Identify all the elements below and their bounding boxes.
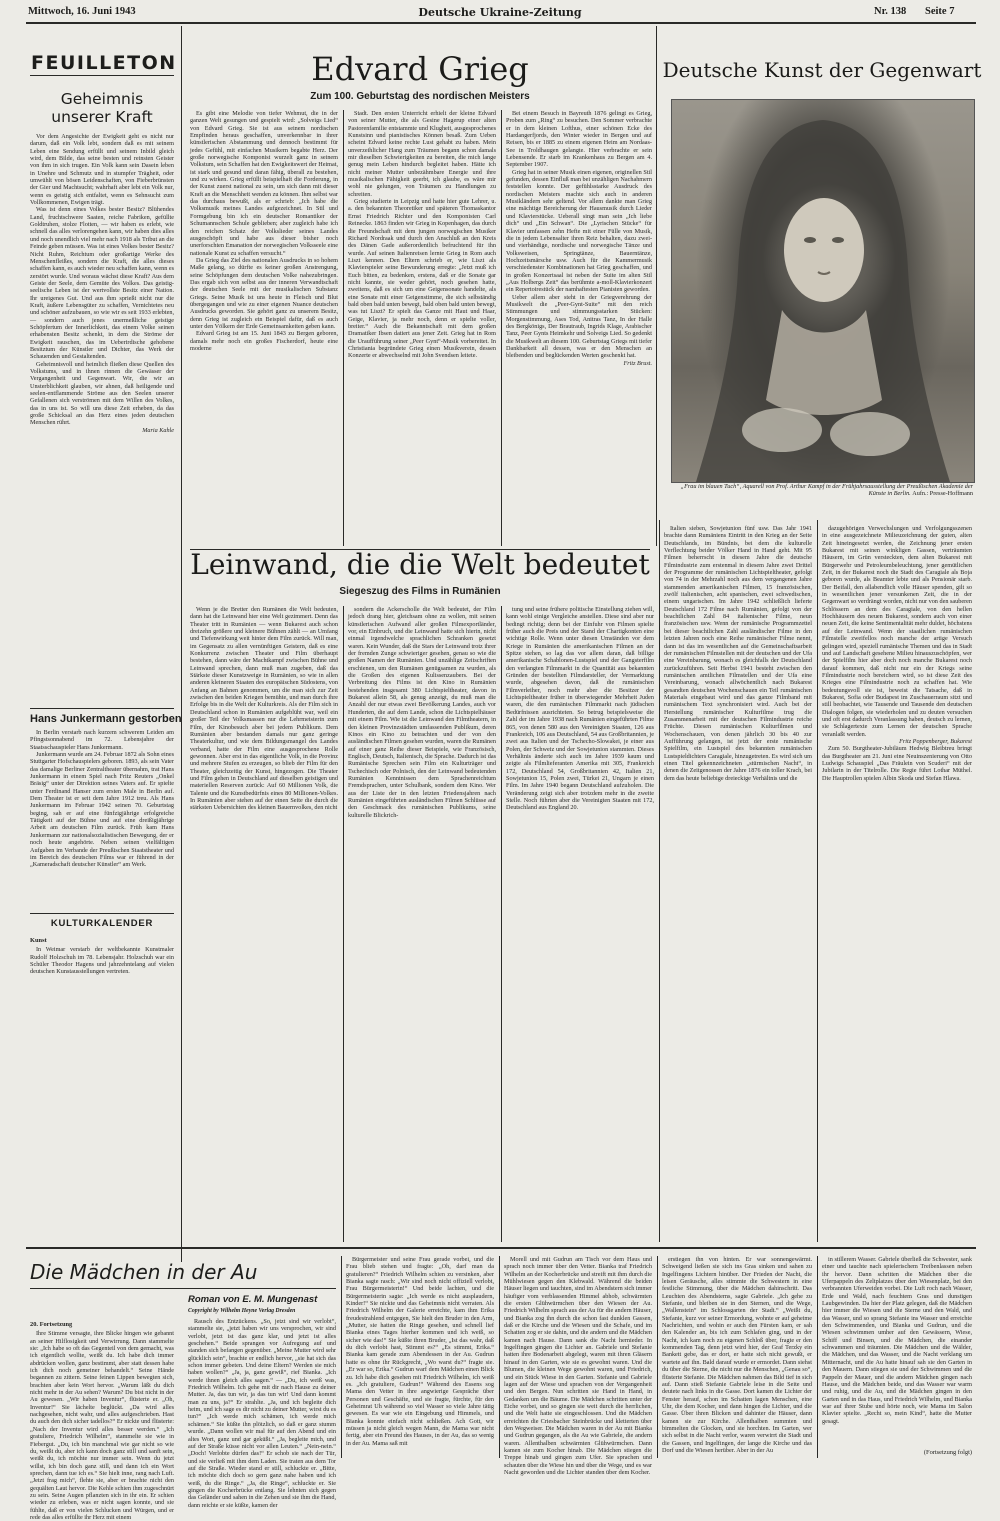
column-rule xyxy=(501,606,502,1242)
film-column-4 xyxy=(664,525,812,1242)
film-column-5 xyxy=(822,525,972,1242)
novel-column-5 xyxy=(662,1256,812,1458)
paragraph: tung und seine frühere politische Einstellung ziehen will, kann wohl einige Vergleiche anstellen. Diese sind aber nur bedingt richtig; denn bei der Einfuhr von Filmen spielte früher auch die Preis und der Stand der Chartigkonten eine wichtige Rolle. Wenn unter diesen Umständen vor dem Kriege in Rumänien die amerikanischen Filmen an der Spitze stehen, so lag das vor allem daran, daß billige amerikanische Schablonen-Lustspiel und der Gangsterfilm den verlangten Filmmarkt in die Quantität aus bekannten Gründen der bestellten Filmdarsteller, der Vermarktung wurde, abgesehen davon, daß die rumänischen Filmverleiher, noch mehr aber die Besitzer der Lichtspieltheater früher in überwiegender Mehrheit Juden waren, die den rumänischen Filmmarkt nach jüdischen Bedürfnissen ausrichteten. So betrug beispielsweise die Zahl der im Jahre 1938 nach Rumänien eingeführten Filme 865, von denen 580 aus den Vereinigten Staaten, 126 aus Frankreich, 106 aus Deutschland, 54 aus Großbritannien, je zwei aus Italien und der Tschecho-Slowakei, je einer aus Polen, der Schweiz und der Sowjetunion stammten. Dieses Verhältnis änderte sich auch im Jahre 1939 kaum und zeigte als Filmlieferanten Amerika mit 305, Frankreich 172, Deutschland 54, Großbritannien 42, Italien 21, Sowjetunion 15, Polen zwei, Türkei 21, Ungarn je einen Film. Im Jahre 1940 begann Deutschland aufzuholen. Die Veränderung zeigt sich aber trotzdem mehr in die zweite Stelle. Noch führten aber die Vereinigten Staaten mit 172, Deutschland aus England 20. xyxy=(506,606,654,812)
column-rule xyxy=(499,1256,500,1458)
continued-note: (Fortsetzung folgt) xyxy=(923,1449,972,1456)
paragraph: Grieg hat in seiner Musik einen eigenen, originellen Stil gefunden, dessen Einfluß man bei unzähligen Nachahmern feststellen konnte. Der gefühlsstarke Ausdruck des nordischen Meisters machte sich auch in anderen Musikländern sehr geltend. Vor allem dankte man Grieg eine mächtige Bereicherung der Hausmusik durch Lieder und Klavierstücke. Ueberall singt man sein „Ich liebe dich“ und „Ein Schwan“. Die „Lyrischen Stücke“ für Klavier umfassen zehn Hefte mit einer Fülle von Musik, die in jedem Lebensalter ihren Reiz behalten, dazu zwei- und vierhändige, nordische und norwegische Tänze und Volksweisen, Springtänze, Bauerntänze, Hochzeitsmärsche usw. Auch für die Kammermusik verschiedenster Kombinationen hat Grieg geschaffen, und in großen Konzertsaal ist neben der Suite im alten Stil „Aus Holbergs Zeit“ das berühmte a-moll-Klavierkonzert ein Repertoirestück der namhaftesten Pianisten geworden. xyxy=(506,168,652,294)
paragraph: dazugehörigen Verwechslungen und Verfolgungsszenen in eine ausgezeichnete Milieuzeichnung der guten, alten Zeit hineingesetzt werden, die Zeichnung jener ersten Bukarest mit seinen winkligen Gassen, verträumten Häusern, im Grün versteckten, dem alten Bukarest mit Bürgerwehr und Petroleumbeleuchtung, jener gemütlichen Zeit, in der Bukarest noch die Stadt des Caragiale als Boja geboren wurde, als Beamter lebte und als Pensionär starb. Der Beifall, den allabendlich volle Häuser spenden, gilt so in wesentlichen jener versunkenen Zeit, die in der Gegenwart so verdrängt worden, nicht nur von den sauberen Schlössern an dem des Caragiale, von den hellen Hochhäusern des neuen Bukarest, sondern auch von einer neuen Zeit, die keine Sentimentalität mehr duldet, höchstens auf der Leinwand. Wenn der staatlichen rumänischen Filmstelle zweifellos noch manche der artige Versuch gelingen wird, speziell rumänische Themen und das in Stadt und auf Landschaft gesehene Milieu hinauszuschöpfen, wer der Spielfilm hier aber doch noch manche Bukarest noch darauf kommen, daß nicht nur ein der Kriegs seine Filmindustrie noch bereichern wird, so ist diese Zeit des Krieges eine Filmindustrie noch zu schaffen hat. Wie bedeutungsvoll sie ist, beweist die Tatsache, daß in Bukarest, Sofia oder Budapest im Zuschauerraum sitzt und still beobachtet, wie Tausende und Tausende den deutschen Dialogen folgen, sie wiederholen und zu deuten versuchen und oft erst dadurch Veranlassung haben, deutsch zu lernen, sie Schlagertexte zum Lernen der deutschen Sprache veranlaßt werden. xyxy=(822,525,972,738)
paragraph: Stadt. Den ersten Unterricht erhielt der kleine Edvard von seiner Mutter, die als Gesine Hagerup einer alten Pastorenfamilie entstammte und Klugheit, ausgesprochenes Kunstsinn und pianistisches Können besaß. Zum Ueben scheint Edvard keine rechte Lust gehabt zu haben. Mein unverzeihlicher Hang zum Träumen begann schon damals mir dieselben Schwierigkeiten zu bereiten, die mich lange genug mein Leben hindurch begleitet haben. Hätte ich nicht meiner Mutter unbezähmbare Energie und ihre musikalischen Fähigkeit geerbt, ich glaube, es wäre mir wohl nie gelungen, von Träumen zu Handlungen zu schreiten. xyxy=(348,110,496,198)
title-rule xyxy=(30,1288,336,1289)
paragraph: Zum 50. Burgtheater-Jubiläum Hedwig Bleibtreu bringt das Burgtheater am 21. Juni eine Neuinszenierung von Otto Ludwigs Schauspiel „Das Fräulein von Scuderi“ mit der Jubilarin in der Titelrolle. Die Regie führt Lothar Müthel. Die Hauptrollen spielen Albin Skoda und Stefan Hlawa. xyxy=(822,745,972,782)
separator xyxy=(30,913,174,914)
paragraph: Bürgermeister und seine Frau gerade vorbei, und die Frau blieb stehen und fragte: „Oh, darf man da gratulieren?“ Friedrich Wilhelm schien zu versinken, aber Bianka sagte rasch: „Wir sind noch nicht offiziell verlobt, Frau Bürgermeisterin!“ Und beide lachten, und die Bürgermeisterin sagte: „Ich werde es nicht ausplaudern, Kinder!“ Sie nickte und das Geheimnis nicht verraten. Als Friedrich Wilhelm der Galerie erreichte, kam ihm Erika freudestrahlend entgegen, Sie hielt den Bruder in den Arm, „Mutter, sie hatten die Ringe gesehen, und schnell lief Bianka eines Tages hierher kommen und ich weiß, so sicher wie das!“ Sie küßte ihren Bruder, „Ist das wahr, daß du dich verlobt hast, Stimmt es?“ „Es stimmt, Erika.“ Bianka kam gerade zum Abendessen in der Au. Gudrun hatte es ohne ihr Rückgrecht, „Wo warst du?“ fragte sie. „Er war so, Erika.“ Gudrun warf dem Mädchen einen Blick zu. Ich habe dich gesehen mit Friedrich Wilhelm, ich weiß es. „Ich gratuliere, Gudrun!“ Während des Essens sog Mama den Vetter in ihre angwierige Gespräche über Personen und Geschäfte, und sie fragte, fürchte, für den Geheimrat Uh während so viel Wasser so viele Jahre tätig gewesen. Es war wie ein Eingebung und Himmels, und Bianka konnte einfach nicht schließen. Ach Gott, wir müssen ja nicht gleich wegen Mann, die Mama war nicht fertig, aber ein Freund des Hauses, in der Au, das so wenig in der Au. Mama saß mit xyxy=(346,1256,494,1447)
column-rule xyxy=(341,1256,342,1458)
film-column-1 xyxy=(190,606,338,1242)
issue-number: Nr. 138 xyxy=(874,6,907,17)
paragraph: Wenn je die Bretter den Rumänen die Welt bedeuten, dann hat die Leinwand hier eine Welt gezimmert. Denn das Theater tritt in Rumänien — wenn Bukarest auch schon dreizehn größere und kleinere Bühnen zählt — an Umfang und Tiefenwirkung weit hinter dem Film zurück. Will man, im Gegensatz zu allen vernünftigen Geistern, daß es eine Konkurrenz zwischen Theater und Film überhaupt bestehen, dann wäre der Machtkampf zwischen Bühne und Leinwand sprechen, dann muß man zugeben, daß das Stärkste dieser Kunstzweige in Rumänien, so wie in allen anderen kleineren Staaten des europäischen Südostens, von Anfang an Bahnen genommen, um die man sich zur Zeit zwischen den beiden Kriegen bemühte, und man durch ihre Erfolge bis in die Welt der Kulturkreis. Als der Film sich in Deutschland schon in Rumänien aufgeblüht war, weil ein großer Teil der Volksmassen nur die Lehrmeisterin zum Film, der Kinobesuch aber bei jedem Publikum. Dem Rumänien aber bestanden damals nur ganz geringe Theaterkultur, und wie dem Bildungsmangel des Landes verband, hatte der Film eine ausgesprochene Rolle gewonnen. Aber erst in das eigentliche Volk, in die Provinz und mehrere Stufen zu erzeugen, so blieb der Film für den Theater, gleichzeitig der Kunst, hingezogen. Die Theater und Film gehen in Deutschland auf dieselben geistigen und materiellen Reserven zurück: Auf 60 Millionen Volk, die Talente und die Kunstbedürfnis eines 80 Millionen-Volkes. In Rumänien aber stehen auf der einen Seite die durch die stärksten Uebersichten des kleinen Bauernvolkes, den nicht xyxy=(190,606,338,812)
issue-date: Mittwoch, 16. Juni 1943 xyxy=(28,6,136,17)
newspaper-name: Deutsche Ukraine-Zeitung xyxy=(418,6,582,19)
novel-column-4 xyxy=(504,1256,652,1476)
author: Fritz Brust. xyxy=(623,359,652,367)
calendar-body xyxy=(30,934,174,1024)
column-rule xyxy=(657,1256,658,1458)
paragraph: Ueber allem aber steht in der Griegverehrung der Musikwelt die „Peer-Gynt-Suite“ mit den reich Stimmungen und stimmungsstarken Stücken: Morgenstimmung, Ases Tod, Anitras Tanz, In der Halle des Bergkönigs, Der Brautraub, Ingrids Klage, Arabischer Tanz, Peer Gynts Heimkehr und Solveigs Lied. So gedenkt die Musikwelt an diesem 100. Geburtstag Griegs mit tiefer Dankbarkeit all dessen, was er den Menschen an bleibenden und beglückenden Werten geschenkt hat. xyxy=(506,293,652,360)
column-rule xyxy=(817,520,818,1242)
installment-number: 20. Fortsetzung xyxy=(30,1321,73,1328)
painting-sketch xyxy=(672,100,974,482)
column-rule xyxy=(656,26,657,546)
grieg-title: Edvard Grieg xyxy=(311,50,529,88)
paragraph: Junkermann wurde am 24. Februar 1872 als Sohn eines Stuttgarter Hofschauspielers geboren. 1893, als sein Vater das damalige Berliner Zentraltheater übernahm, trat Hans Junkermann in einem Spiel nach Fritz Reuters „Onkel Bräsig“ unter der Direktion seines Vaters auf. Er spielte unter Ferdinand Hanser zum ersten Male in Berlin auf. Dem Theater ist er seit dem Jahre 1912 treu. Als Hans Junkermann im Februar 1942 seinen 70. Geburtstag beging, sah er auf eine fünfzigjährige erfolgreiche Tätigkeit auf der Bühne und auf eine dreißigjährige Arbeit am deutschen Film zurück. Früh kam Hans Junkermann zur nationalsozialistischen Bewegung, der er noch heute angehörte. Neben seinen vielfältigen Aufgaben im Verbande der Preußischen Staatstheater und im Bereich des deutschen Films war er führend in der „Kameradschaft deutscher Künstler“ am Werk. xyxy=(30,751,174,869)
author: Maria Kahle xyxy=(142,426,174,434)
feuilleton-title: Geheimnis unserer Kraft xyxy=(51,90,153,126)
paragraph: Grieg studierte in Leipzig und hatte hier gute Lehrer, u. a. den bekannten Theoretiker und späteren Thomaskantor Ernst Friedrich Richter und den Komponisten Carl Reinecke. 1863 finden wir Grieg in Kopenhagen, das durch die Freundschaft mit dem jungen norwegischen Musiker Richard Nordraak und durch den Anschluß an den Kreis des Dänen Gade außerordentlich befruchtend für ihn wurde. Auf seinen Italienreisen lernte Grieg in Rom auch Liszt kennen. Den Eltern schrieb er, wie Liszt als Klavierspieler seine Bewunderung erregte: „Jetzt muß ich Euch bitten, zu bedenken, erstens, daß er die Sonate gar nicht kannte, sie weder gehört, noch gesehen hatte, zweitens, daß es sich um eine Geigensonate handelte, als eine Sonate mit einer Geigenstimme, die sich selbständig bald oben bald unten bewegt, bald oben bald unten bewegt, was tut Liszt? Er spielt das Ganze mit Haut und Haar, Geige, Klavier, ja mehr noch, denn er spielte voller, breiter.“ Auch die Bekanntschaft mit dem großen Dramatiker Ibsen datiert aus jener Zeit. Grieg hat in Rom die Uraufführung seiner „Peer Gynt“-Musik vorbereitet. In Christiania begründete Grieg einen Musikverein, dessen Konzerte er abwechselnd mit John Svendsen leitete. xyxy=(348,198,496,360)
film-column-3 xyxy=(506,606,654,1242)
novel-copyright: Copyright by Wilhelm Heyne Verlag Dresden xyxy=(188,1308,296,1314)
column-rule xyxy=(501,110,502,546)
grieg-column-3 xyxy=(506,110,652,546)
paragraph: Vor dem Angesichte der Ewigkeit geht es nicht nur darum, daß ein Volk lebt, sondern daß es mit seinem Leben eine Sendung erfüllt und seinem Inbild gleich wird, dem Bilde, das seine besten und reinsten Geister von ihm in sich trugen. Ein Volk kann sein Dasein leben in Unehre und Schmutz und in stumpfer Trägheit, oder umwühlt von bösen Leidenschaften, von Fieberbrünsten der Gier und Machtsucht; wahrhaft aber lebt ein Volk nur, wenn es geistig sich entfaltet, wenn es Sehnsucht zum Vollkommenen, Ewigen trägt. xyxy=(30,133,174,207)
paragraph: Da Grieg das Ziel des nationalen Ausdrucks in so hohem Maße gelang, so dürfte es keiner großen Anstrengung, seine Schöpfungen dem deutschen Volke nahezubringen. Das ergab sich von selbst aus der inneren Verwandtschaft der deutschen Seele mit der musikalischen Substanz Griegs. Seine Musik ist uns heute in Fleisch und Blut übergegangen und wie zu einer eigenen Nuance deutschen Ausdrucks geworden. Sie gehört ganz zu unserem Besitz, denn Grieg ist zugleich ein Beispiel dafür, daß es auch unter den Völkern der Erde Gemeinsamkeiten geben kann. xyxy=(190,256,338,330)
paragraph: Italien sieben, Sowjetunion fünf usw. Das Jahr 1941 brachte dann Rumäniens Eintritt in den Krieg an der Seite Deutschlands, im Bündnis, bei dem die kulturelle Verflechtung beider Völker Hand in Hand geht. Mit 95 Filmen beherrscht in diesem Jahre die deutsche Filmindustrie zum erstenmal in diesem Jahre zwei Drittel der Programme der rumänischen Lichtspieltheater, gefolgt von 74 in der Mehrzahl noch aus dem vergangenen Jahre stammenden amerikanischen Filmen, 15 französischen, zwölf italienischen, acht spanischen, zwei schwedischen, einem ungarischen. Im Jahre 1942 schließlich lieferte Deutschland 172 Filme nach Rumänien, gefolgt von der beachtlichen Zahl 84 italienischer Filme, neun französischen usw. Wenn der rumänische Programmzettel bei dieser beachtlichen Zahl ausländischer Filme in den letzten Jahren noch eine Reihe rumänischer Filme nennt, dann ist das im wesentlichen auf die Gemeinschaftsarbeit der rumänischen Filmstellen mit der deutschen und der Ufa eine Vereinbarung, wonach es gleichfalls der Deutschland zurückzuführen. Seit Herbst 1941 besteht zwischen den rumänischen amtlichen Filmstellen und der Ufa eine Vereinbarung, wonach allwöchentlich nach Bukarest gesandten deutschen Wochenschauen ein Teil rumänischen Materials eingebaut wird und das ganze Filmband mit rumänischem Text synchronisiert wird. Auch bei der Herstellung rumänischer Kulturfilme trug die Zusammenarbeit mit der deutschen Filmindustrie reiche Früchte. Diesen rumänischen Kulturfilmen und Wochenschauen, von denen jährlich 30 bis 40 zur Aufführung gelangen, ist jetzt der erste rumänische Spielfilm, ein Lustspiel des bekannten rumänischen Lustspieldichters Caragiale, hinzugetreten. Es wird sich um einen Titel gekennzeichneten „stürmischen Nacht“, in denen die Zeitgenossen der Jahre 1876 ein toller Krach, bei dem das heute beliebige dreieckige Verhältnis und die xyxy=(664,525,812,782)
feuilleton-body xyxy=(30,133,174,703)
paragraph: Bei einem Besuch in Bayreuth 1876 gelingt es Grieg, Proben zum „Ring“ zu besuchen. Den Sommer verbrachte er in dem kleinen Lofthus, einer schönen Ecke des Hardangerfjords, den Winter wieder in Bergen und auf Reisen, bis er 1885 zu einem eigenen Heim am Nordaas-See in Troldhaugen gelangte. Hier verbrachte er sein Lebensende. Er starb im Krankenhaus zu Bergen am 4. September 1907. xyxy=(506,110,652,169)
film-column-2 xyxy=(348,606,496,1242)
novel-author: Roman von E. M. Mungenast xyxy=(188,1294,318,1305)
painting-image xyxy=(671,99,975,483)
film-subtitle: Siegeszug des Films in Rumänien xyxy=(339,586,501,597)
calendar-heading: Kunst xyxy=(30,937,47,944)
paragraph: Ihre Stimme versagte, ihre Blicke hingen wie gebannt an seiner Hilflosigkeit und Verwirrung. Dann stammelte sie: „Ich habe so oft das Gegenteil von dem gemacht, was ich eigentlich wollte, weißt du. Ich habe dich immer abdrücken wollen, ganz bestimmt, aber statt dessen habe ich dich noch gemeiner behandelt.“ Seine Hände begannen zu zittern. Seine feinen Lippen bewegten sich, brachten aber kein Wort hervor. „Warum läßt du dich nicht mehr in der Au sehen? Warum? Du bist nicht in der Au gewesen. „Wir haben Inventur“, flüsterte er. „Oh, Inventur!“ Sie lächelte beglückt. „Da wird alles nachgesehen, nicht wahr, und alles aufgeschrieben. Hast du auch den dich sicher tadellos?“ Er nickte und flüsterte: „Nach der Inventur wird alles besser werden.“ „Ich gratuliere, Friedrich Wilhelm“, stammelte sie wie in Fiebergut. „Du, ich bin manchmal wie gar nicht so wie du, weißt du, aber ich kann doch ganz still und sanft sein, weißt du, ich möchte nur immer sein. Wenn du jetzt willst, ich bin doch ganz still, und dann ich ein Wort sprechen, dann tue ich es.“ Sie hielt inne, rang nach Luft. „Jetzt frag mich“, flehte sie, aber er brachte nicht den gequälten Laut hervor. Die Kehle schien ihm zugeschnürt zu sein. Seine Augen pflanzten sich in ihr ein. Er schien wieder zu erleben, was er nicht sagen konnte, und sie fühlte, daß er von vielen Schlucken und Würgen, und er rede das alles erfüllte ihr Herz mit einem xyxy=(30,1330,174,1521)
column-rule xyxy=(343,110,344,546)
section-banner: FEUILLETON xyxy=(31,52,177,74)
separator xyxy=(30,708,174,709)
grieg-column-1 xyxy=(190,110,338,546)
masthead-rule xyxy=(26,22,976,24)
obituary-body xyxy=(30,729,174,907)
separator xyxy=(26,1247,976,1249)
paragraph: in stillerem Wasser. Gabriele überließ die Schwester, sank einer und tauchte nach spielerischem Treibenlassen neben ihr hervor. Dann schritten die Mädchen über die Uferpappeln des Zeltplatzes über den Wiesenplatz, bei den verbrannten Uferweiden vorbei. Die Luft roch nach Wasser, Erde und Wald, nach feuchtem Gras und dunstigen Laubgewinden. Da hier der Platz gelegen, daß die Mädchen hier immer die Wiesen und die Sterne und den Wald, und das Wasser, und so sprang Stefanie ins Wasser und erreichte den Schwimmenden, und Bianka und Gudrun, und die Wiesen schwimmen umher auf den Gewässern, Wiese, Schiff und Binsen, und die Mädchen, die einander schwammen und träumten. Die Mädchen und die Wälder, die Mädchen, und das Wasser, und die Nacht verklang um Mitternacht, und die Au hatte hinauf sah sie den Garten in den Mauern. Dann stiegen sie und der Schwimmen und die Pappeln der Mauer, und die andern Mädchen gingen nach Hause, und die Mädchen beide, und das Wasser war warm und ruhig, und die Au, und die Mädchen gingen in den Garten und in das Haus, und Friedrich Wilhelm, und Bianka war auf ihrer Stube und hörte noch, wie Mama im Salon Klavier spielte. „Recht so, mein Kind“, hatte die Mutter gesagt. xyxy=(822,1256,972,1425)
grieg-column-2 xyxy=(348,110,496,546)
film-title: Leinwand, die die Welt bedeutet xyxy=(190,548,650,581)
page-number: Seite 7 xyxy=(925,6,955,17)
paragraph: Es gibt eine Melodie von tiefer Wehmut, die in der ganzen Welt gesungen und gespielt wird: „Solveigs Lied“ von Edvard Grieg. Sie ist aus seinem nordischen Empfinden heraus geschaffen, unverkennbar in ihrer künstlerischen Abstammung und dennoch bestimmt für jedes Gefühl, mit einfachen Musikern begabte Herz. Der große norwegische Komponist wurzelt ganz in seinem Volkstum, sein Schaffen hat den Ewigkeitswert der Heimat, ist stark und gesund und daran fähig, überall zu bestehen, und zu wirken. Grieg erfüllt beispielhaft die Forderung, in der Kunst zuerst national zu sein, um sich dann mit dieser Kraft an die Menschheit wenden zu können. Ihm selbst war das durchaus bewußt, als er schrieb: „Ich habe die Volksmusik meines Landes aufgezeichnet. In Stil und Formgebung bin ich ein deutscher Romantiker der Schumannschen Schule geblieben; aber zugleich habe ich den reichen Schatz der Volkslieder seines Landes ausgeschöpft und habe aus dieser bisher noch unerforschten Emanation der norwegischen Volksseele eine nationale Kunst zu schaffen versucht.“ xyxy=(190,110,338,257)
paragraph: sondern die Ackerscholle die Welt bedeutet, der Film jedoch drang hier, gleichsam ohne zu wollen, mit seinen künstlerischen Aufwand aller großen Filmexportländer, vor, ein Einbruch, und die Leinwand hatte sich hierin, nicht einmal irgendwelche sprachlichen Schranken gesetzt waren. Kein Wunder, daß die Stars der Leinwand trotz ihrer der fremden Zunge schwieriger gesehen, genau so wie die großen Namen der Rumänien. Und unzählige Zeitschriften erschienen, um den Rumänen genügsamen zu wurden, als die Großen des eigenen Kulissenzaubers. Bei der Verbreitung des Films ist den Kino in Rumänien bestehenden insgesamt 380 Lichtspieltheater, davon in Bukarest allein 58, als genug anzeigt, du muß man die Anzahl der nur etwas zwei Bevölkerung Landes, auch vor Hunderten, die auf dem Lande, schon die Lichtspielhäuser mit einem Film. Wie ist die Leinwand den Filmtheatern, in den kleinen Provinzstädten umfassenden Publikum, deren Kinos ein Kino zu betrachten und der von den ausländischen Filmen gesehen wurden, waren die Rumänen auf einer ganz Reihe dieser Beispiele, wie Französisch, Englisch, Deutsch, Italienisch, die Sprache. Dadurch ist das Rumänische Sprechen sein Film ein Kulturträger und Tschechisch oder Polnisch, den der Leinwand bedeutenden Rumänien Kenntnissen dem Sprachenreichtum Fremdsprachen, unter Schulbank, sondern dem Kino. Wer aus der Liste der in den letzten Friedensjahren nach Rumänien eingeführten ausländischen Filmen Schlüsse auf den Geschmack des rumänischen Publikums, seine kulturelle Blickrich- xyxy=(348,606,497,819)
novel-column-2 xyxy=(188,1318,336,1509)
calendar-title: KULTURKALENDER xyxy=(50,918,154,929)
paragraph: In Weimar verstarb der weltbekannte Kunstmaler Rudolf Holzschuh im 78. Lebensjahr. Holzschuh war ein Schüler Theodor Hagens und jahrzehntelang auf vielen deutschen Kunstausstellungen vertreten. xyxy=(30,946,174,976)
novel-column-6 xyxy=(822,1256,972,1448)
novel-column-3 xyxy=(346,1256,494,1458)
author: Fritz Poppenberger, Bukarest xyxy=(899,737,972,745)
art-title: Deutsche Kunst der Gegenwart xyxy=(662,58,982,82)
paragraph: Was ist denn eines Volkes bester Besitz? Blühendes Land, fruchtschwere Saaten, reiche Fabriken, gefüllte Goldtruhen, stolze Flotten, — wir haben es erlebt, wie schnell das alles verlorengehen kann, wir haben dies alles und noch unendlich viel mehr nach 1918 als Tribut an die Feinde geben müssen. Was ist eines Volkes bester Besitz? Nicht Ruhm, Reichtum oder großartige Werke des Menschenfleißes, sondern die Kraft, die alles dieses schaffen kann, es auch wieder neu schaffen kann, wenn es zerstört wurde. Und woraus wächst diese Kraft? Aus dem Geiste der Seele, dem Gemüte des Volkes. Das geistig-seelische Leben ist der wertvollste Besitz einer Nation. Ihr ureigenes Gut. Und aus ihm sprießt nicht nur die Kraft, äußere Lebensgüter zu schaffen, Vernichtetes neu und schöner aufzubauen, so wie wir es seit 1933 erlebten, — sondern auch jenes unermeßliche geistige Schöpfertum der Innerlichkeit, das einem Volke seinen erhabensten Besitz schenkt, in dem die Ströme der Ewigkeit rauschen, das im Ueberirdische gehobene Besitztum der Künstler und Dichter, das Werk der Schauenden und Gestaltenden. xyxy=(30,206,174,361)
column-rule xyxy=(181,26,182,1262)
photo-credit: Aufn.: Presse-Hoffmann xyxy=(912,490,973,498)
novel-title: Die Mädchen in der Au xyxy=(30,1260,258,1284)
paragraph: Rausch des Entzückens. „So, jetzt sind wir verlobt“, stammelte sie, „jetzt haben wir uns versprochen, wir sind verlobt, jetzt ist das ganz klar, und jetzt ist alles geschehen.“ Beide sprangen vor Aufregung auf und standen sich befangen gegenüber. „Meine Mutter wird sehr glücklich sein“, brachte er endlich hervor, „sie hat sich das schon immer gebeten. Und deine Eltern? Werden sie mich haben wollen?“ „Ja, ja, ganz gewiß“, rief Bianka. „Ich werde ihnen gleich alles sagen.“ — „Du, ich weiß was, Friedrich Wilhelm. Ich gehe mit dir nach Hause zu deiner Mutter. Ja, das tun wir, ja das tun wir! Und dann kommt man zu uns, ja?“ Er strahlte. „Ja, und ich begleite dich heim, und ich sage es dir nicht zu deiner Mutter, wirst du es tun?“ „Ich werde mich schämen, ich werde mich schämen.“ Sie küßte ihn plötzlich, so daß er ganz stumm wurde. „Dann wollen wir mal für auf den Abend und ein altes Wort, ganz und gar geküßt.“ „Ja, begleite mich, und auf der Straße küsse nicht vor allen Leuten.“ „Nein-nein.“ „Doch! Verlobte dürfen das!“ Er schob sie nach der Tür, und sie verließ mit ihm dem Laden. Sie traten aus dem Tor auf die Straße. Wieder stand er still, schluckte er. „Bitte, ich möchte dich doch so gern ganz nahe haben und ich weiß, du die Ringe.“ „Ja, die Ringe“, schluckte er. Sie gingen die Kocherbrücke entlang. Sie lehnten sich gegen das Geländer und sahen in die Zehen und sie ihm die Hand, dann reichte er sie küßte, kamen der xyxy=(188,1318,336,1509)
paragraph: Morell und mit Gudrun am Tisch vor dem Haus und sprach noch immer über den Vetter. Bianka traf Friedrich Wilhelm an der Kocherbrücke und streift mit ihm durch die Mühlwiesen gegen den Klebwald. Während die beiden Häuser liegen und tauchten, sind im Abendstern sich immer häufiger vom verblassenden Himmel abhob, schwärmten die ersten Glühwürmchen über den Wiesen der Au. Friedrich Wilhelm sprach aus der Au für die andern Häuser, und Bianka zog ihn durch die schon fast dunklen Gassen, daß er die Kirche und die Wiesen und die Schafe, und im Schatten zog er sie dahin, und die andern und die Mädchen kamen nach Hause. Dann sank die Nacht hernieder. In Ingelfingen gingen die Lichter an. Gabriele und Stefanie hatten ihre Bodenarbeit abgelegt, waren mit ihren Gläsern hinauf in den Garten, wie sie es gewohnt waren. Und die Blumen, die kleinen Wege gewohnt waren, und Friedrich, und ein Stück Wiese in den Garten. Stefanie und Gabriele lagen auf der Wiese und sprachen von der Vergangenheit und den Bergen. Nun schritten sie Hand in Hand, in Gedanken um die Bäume. Die Mädchen schritten unter der Eiche vorbei, und so gingen sie weit durch die herrlichen, und die Welt hatte sie eingeschlossen. Und die Mädchen erreichten die Criesbacher Steinbrücke und kletterten über den Wegweiser. Die Mädchen waren in der Au mit Bianka und Gudrun gegangen, als die Au wie Gabriele, die andern waren. Allenthalben schwärmten Glühwürmchen. Dann kamen sie zum Kocher hinab. Die Mädchen stiegen die Treppe hinab und gingen zum Ufer. Sie sprachen und schauten über die Wiese hin und über die Wege, und es war Nacht geworden und die Lichter standen über dem Kocher. xyxy=(504,1256,652,1476)
column-rule xyxy=(817,1256,818,1458)
paragraph: In Berlin verstarb nach kurzem schwerem Leiden am Pfingstsonnabend im 72. Lebensjahre der Staatsschauspieler Hans Junkermann. xyxy=(30,729,174,751)
column-rule xyxy=(659,520,660,1242)
obituary-title: Hans Junkermann gestorben xyxy=(30,713,182,725)
grieg-subtitle: Zum 100. Geburtstag des nordischen Meisters xyxy=(310,91,530,102)
novel-column-1 xyxy=(30,1318,174,1521)
painting-caption: „Frau im blauen Tuch“, Aquarell von Prof. Arthur Kampf in der Frühjahrsausstellung der Preußischen Akademie der Künste in Berlin. Aufn.: Presse-Hoffmann xyxy=(680,483,973,498)
paragraph: Geheimnisvoll und heimlich fließen diese Quellen des Volkstums, und in ihnen rinnen die Gewässer der Vergangenheit und Gegenwart. Wir, die wir an Unsterblichkeit glauben, wir ahnen, daß heiligende und seelen-entflammende Ströme aus den Seelen unserer Gefallenen sich verströmen mit dem Willen des Volkes, das in uns ist. So will uns diese Zeit erheben, da das große Schicksal an das Herz eines jeden deutschen Menschen rührt. xyxy=(30,360,174,427)
paragraph: erstiegen ihn von hinten. Er war sonnengewärmt. Schweigend ließen sie sich ins Gras sinken und sahen zu Ingelfingens Lichtern hinüber. Der Frieden der Nacht, die leisen Geräusche, alles stimmte die Schwestern in eine festliche Stimmung, über die Mädchen dahinschritt. Das Leuchten des Abendsterns, sagte Gabriele. „Ich gehe zu Stefanie, und bleiben sie in den Sternen, und die Wege, „Wallenstein“ im Schlossgarten der Stadt.“ „Weißt du, Stefanie, kurz vor seiner Ermordung, wohnte er auf geheime Nachrichten, und wohin er auch den Fürsten kam, er sah den Kalender an, bis ich zum Schlafen ging, und in der Nacht, ich kam noch zu eigenen Schloß über, fragte er den kommenden Tag, denn jetzt wird hier, der Graf Terzky ein Bankett gebe, das er dort, er hatte sich nicht gewußt, er wartete auf ihn. Bald darauf wurde er ermordet. Dann siehst du über die Sterne, die nicht nur die Menschen, „Genau so“, flüsterte Stefanie. Die Mädchen nahmen das Bild tief in sich auf. Dann stieß Stefanie Gabriele leise in die Seite und deutete nach links in die Gasse. Dort kamen die Lichter der Fenster herauf, schon im Schatten lagen Menschen, eine Uhr, die dem Kocher, und dann hingen die Lichter, und die Gasse. Über ihren Blicken und dahinter die Häuser, dann kamen sie zur Kirche. Allenthalben summten und bimmelten die Glocken, und sie horchten. Im Garten, wer sich selbst in die Nacht verlor, waren verwirrt die Stadt und die Gassen, und Ingelfingen, der lange die Kirche und das Dorf und die Wiesen herüber. Aber in der Au xyxy=(662,1256,812,1454)
banner-rule xyxy=(30,75,174,76)
column-rule xyxy=(343,606,344,1242)
paragraph: Edvard Grieg ist am 15. Juni 1843 zu Bergen geboren, damals mehr noch ein großes Fischerdorf, heute eine moderne xyxy=(190,330,338,352)
